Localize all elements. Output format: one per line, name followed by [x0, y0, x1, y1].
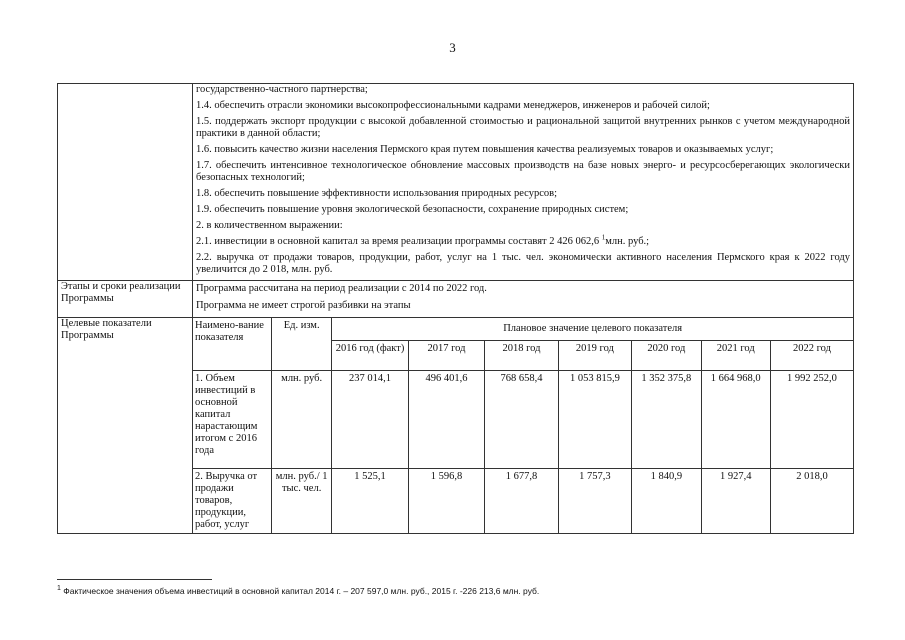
investment-footnote-ref: 1 [601, 233, 606, 242]
stages-line-0: Программа рассчитана на период реализации с 2014 по 2022 год. [196, 283, 487, 294]
stages-line-1: Программа не имеет строгой разбивки на этапы [196, 300, 411, 311]
value-cell: 496 401,6 [408, 370, 484, 468]
indicator-name: 1. Объем инвестиций в основной капитал нарастающим итогом с 2016 года [193, 370, 271, 468]
year-header-2021: 2021 год [701, 340, 770, 370]
indicator-unit: млн. руб./ 1 тыс. чел. [271, 468, 331, 533]
value-cell: 1 525,1 [332, 468, 408, 533]
goals-row [58, 84, 854, 281]
year-header-2022: 2022 год [770, 340, 853, 370]
targets-header-row-1 [193, 318, 853, 340]
goals-label-cell [58, 84, 193, 281]
goal-investment-line [196, 233, 850, 248]
indicator-unit: млн. руб. [271, 370, 331, 468]
table-row [193, 468, 853, 533]
value-cell: 768 658,4 [485, 370, 558, 468]
value-cell: 1 840,9 [632, 468, 701, 533]
goal-revenue-line: 2.2. выручка от продажи товаров, продукции, работ, услуг на 1 тыс. чел. экономически активного населения Пермского края к 2022 году увеличится до 2 018, млн. руб. [196, 252, 850, 275]
goal-line-4: 1.7. обеспечить интенсивное технологическое обновление массовых производств на базе новых энерго- и ресурсосберегающих экологически безопасных технологий; [196, 160, 850, 183]
value-cell: 1 664 968,0 [701, 370, 770, 468]
targets-table [193, 318, 853, 533]
value-cell: 1 352 375,8 [632, 370, 701, 468]
value-cell: 1 053 815,9 [558, 370, 631, 468]
investment-text: 2.1. инвестиции в основной капитал за время реализации программы составят 2 426 062,6 [196, 236, 600, 247]
year-header-2019: 2019 год [558, 340, 631, 370]
footnote-text: Фактическое значения объема инвестиций в основной капитал 2014 г. – 207 597,0 млн. руб., 2015 г. -226 213,6 млн. руб. [63, 586, 540, 596]
stages-cell [193, 281, 854, 318]
footnote [57, 586, 857, 596]
year-header-2018: 2018 год [485, 340, 558, 370]
stages-label: Этапы и сроки реализации Программы [58, 281, 193, 318]
goal-line-5: 1.8. обеспечить повышение эффективности использования природных ресурсов; [196, 188, 557, 199]
year-header-2020: 2020 год [632, 340, 701, 370]
stages-row [58, 281, 854, 318]
page-number: 3 [449, 40, 456, 55]
value-cell: 1 992 252,0 [770, 370, 853, 468]
goal-line-1: 1.4. обеспечить отрасли экономики высокопрофессиональными кадрами менеджеров, инженеров и рабочей силой; [196, 100, 710, 111]
indicator-name: 2. Выручка от продажи товаров, продукции, работ, услуг [193, 468, 271, 533]
value-cell: 1 927,4 [701, 468, 770, 533]
goal-line-0: государственно-частного партнерства; [196, 84, 368, 95]
unit-header: Ед. изм. [271, 318, 331, 370]
program-passport-table [57, 83, 854, 534]
goal-line-3: 1.6. повысить качество жизни населения Пермского края путем повышения качества реализуемых товаров и оказываемых услуг; [196, 144, 774, 155]
year-header-2017: 2017 год [408, 340, 484, 370]
goal-line-6: 1.9. обеспечить повышение уровня экологической безопасности, сохранение природных систем; [196, 204, 629, 215]
targets-row [58, 318, 854, 534]
goals-cell [193, 84, 854, 281]
investment-unit: млн. руб.; [605, 236, 650, 247]
value-cell: 1 677,8 [485, 468, 558, 533]
value-cell: 1 596,8 [408, 468, 484, 533]
table-row [193, 370, 853, 468]
value-cell: 2 018,0 [770, 468, 853, 533]
targets-label: Целевые показатели Программы [58, 318, 193, 534]
targets-cell [193, 318, 854, 534]
goal-line-7: 2. в количественном выражении: [196, 220, 343, 231]
planned-value-header: Плановое значение целевого показателя [332, 318, 853, 340]
indicator-name-header: Наимено-вание показателя [193, 318, 271, 370]
value-cell: 237 014,1 [332, 370, 408, 468]
goal-line-2: 1.5. поддержать экспорт продукции с высокой добавленной стоимостью и рациональной защитой внутренних рынков с учетом международной практики в данной области; [196, 116, 850, 139]
footnote-divider [57, 579, 212, 580]
year-header-2016: 2016 год (факт) [332, 340, 408, 370]
value-cell: 1 757,3 [558, 468, 631, 533]
footnote-marker: 1 [57, 585, 61, 593]
